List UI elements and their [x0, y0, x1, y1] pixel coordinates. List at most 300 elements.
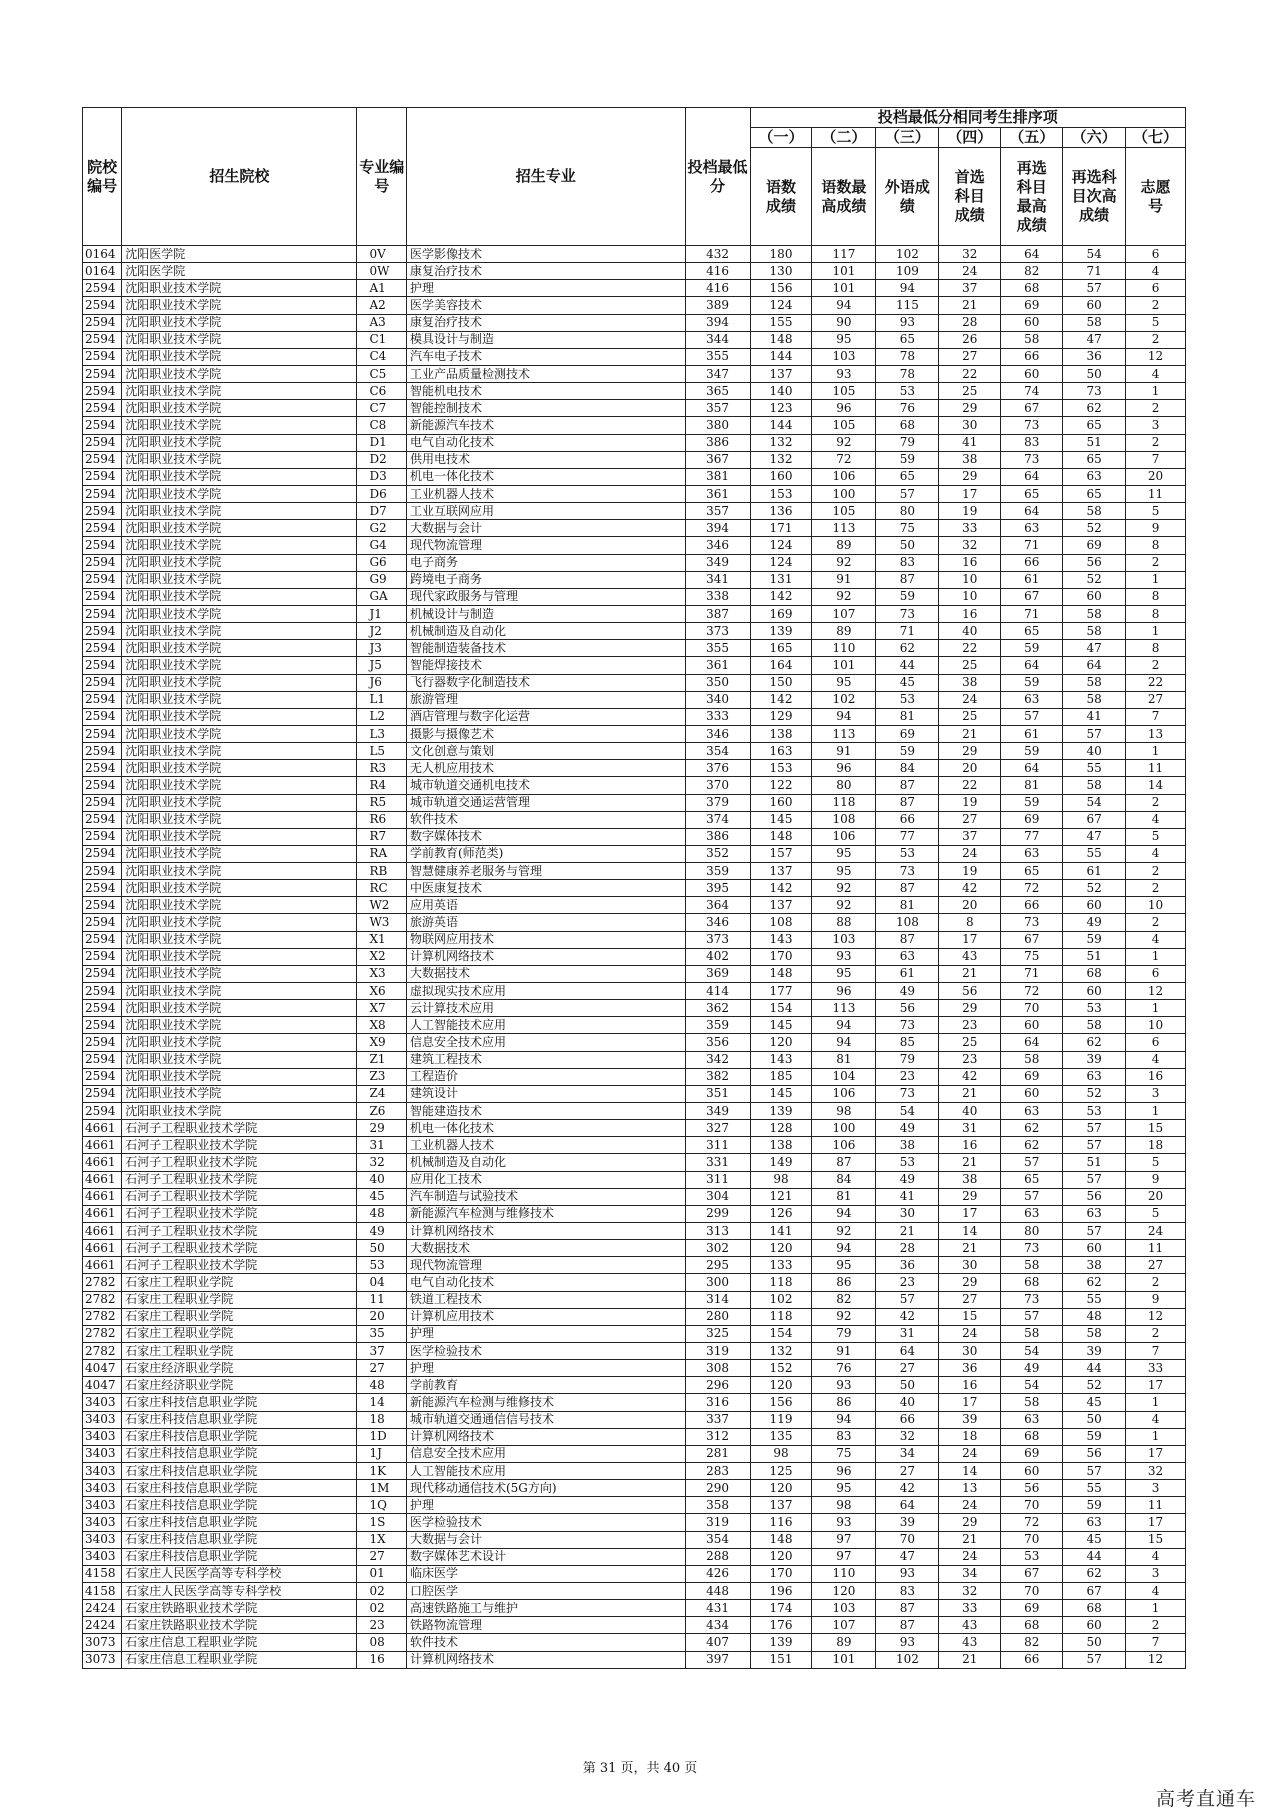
cell-score-first-subject: 10	[939, 571, 1001, 588]
cell-score-second-subject-max: 64	[1001, 468, 1063, 485]
cell-preference-number: 27	[1126, 691, 1186, 708]
cell-major-code: 14	[357, 1394, 407, 1411]
cell-score-chinese-math-max: 84	[812, 1171, 876, 1188]
cell-score-second-subject-next: 58	[1063, 623, 1126, 640]
cell-major-code: J2	[357, 623, 407, 640]
cell-score-second-subject-next: 58	[1063, 691, 1126, 708]
cell-min-score: 387	[685, 605, 750, 622]
cell-min-score: 350	[685, 674, 750, 691]
cell-score-second-subject-next: 53	[1063, 1103, 1126, 1120]
watermark-brand: 高考直通车	[1155, 1788, 1256, 1810]
cell-preference-number: 5	[1126, 828, 1186, 845]
cell-score-second-subject-max: 71	[1001, 965, 1063, 982]
cell-min-score: 327	[685, 1120, 750, 1137]
cell-major-code: X7	[357, 1000, 407, 1017]
cell-score-chinese-math: 140	[750, 383, 812, 400]
cell-school-code: 2594	[83, 914, 122, 931]
cell-min-score: 386	[685, 434, 750, 451]
cell-preference-number: 32	[1126, 1462, 1186, 1479]
table-row	[83, 1480, 1186, 1497]
cell-score-first-subject: 16	[939, 554, 1001, 571]
cell-score-chinese-math-max: 95	[812, 674, 876, 691]
cell-score-second-subject-next: 44	[1063, 1360, 1126, 1377]
cell-score-first-subject: 19	[939, 503, 1001, 520]
cell-school-code: 3403	[83, 1428, 122, 1445]
cell-school-name: 沈阳职业技术学院	[122, 280, 357, 297]
cell-score-chinese-math-max: 106	[812, 468, 876, 485]
cell-score-foreign-language: 27	[876, 1360, 939, 1377]
table-row	[83, 537, 1186, 554]
cell-major-name: 计算机网络技术	[406, 1223, 685, 1240]
cell-score-foreign-language: 93	[876, 314, 939, 331]
cell-major-name: 计算机应用技术	[406, 1308, 685, 1325]
cell-major-name: 智能控制技术	[406, 400, 685, 417]
cell-school-code: 2594	[83, 297, 122, 314]
cell-preference-number: 1	[1126, 623, 1186, 640]
cell-major-name: 城市轨道交通通信信号技术	[406, 1411, 685, 1428]
header-sub-label: 再选科目次高成绩	[1063, 148, 1126, 246]
cell-major-code: R7	[357, 828, 407, 845]
cell-min-score: 333	[685, 708, 750, 725]
table-row	[83, 605, 1186, 622]
cell-score-first-subject: 38	[939, 1171, 1001, 1188]
cell-score-foreign-language: 93	[876, 1565, 939, 1582]
cell-preference-number: 11	[1126, 485, 1186, 502]
header-sub-number: （七）	[1126, 128, 1186, 148]
cell-score-first-subject: 42	[939, 1068, 1001, 1085]
cell-major-code: J1	[357, 605, 407, 622]
cell-major-code: 40	[357, 1171, 407, 1188]
cell-major-name: 护理	[406, 1325, 685, 1342]
table-row	[83, 1103, 1186, 1120]
table-row	[83, 1360, 1186, 1377]
cell-score-chinese-math: 142	[750, 691, 812, 708]
cell-preference-number: 3	[1126, 417, 1186, 434]
cell-school-code: 3403	[83, 1531, 122, 1548]
cell-major-code: 11	[357, 1291, 407, 1308]
cell-min-score: 308	[685, 1360, 750, 1377]
cell-score-foreign-language: 39	[876, 1514, 939, 1531]
cell-score-second-subject-max: 59	[1001, 743, 1063, 760]
table-row	[83, 914, 1186, 931]
cell-score-second-subject-next: 58	[1063, 605, 1126, 622]
cell-min-score: 356	[685, 1034, 750, 1051]
cell-school-code: 2594	[83, 948, 122, 965]
cell-school-code: 2594	[83, 1103, 122, 1120]
cell-school-code: 2594	[83, 623, 122, 640]
table-row	[83, 451, 1186, 468]
cell-major-code: G6	[357, 554, 407, 571]
cell-score-chinese-math-max: 89	[812, 623, 876, 640]
cell-min-score: 281	[685, 1445, 750, 1462]
header-sub-number: （二）	[812, 128, 876, 148]
table-row	[83, 948, 1186, 965]
cell-school-name: 沈阳职业技术学院	[122, 1068, 357, 1085]
cell-score-foreign-language: 87	[876, 1600, 939, 1617]
table-row	[83, 931, 1186, 948]
cell-preference-number: 4	[1126, 931, 1186, 948]
cell-school-name: 沈阳职业技术学院	[122, 983, 357, 1000]
cell-school-code: 2594	[83, 965, 122, 982]
cell-school-name: 沈阳职业技术学院	[122, 520, 357, 537]
cell-preference-number: 12	[1126, 1308, 1186, 1325]
table-row	[83, 1017, 1186, 1034]
cell-min-score: 280	[685, 1308, 750, 1325]
cell-score-chinese-math: 155	[750, 314, 812, 331]
cell-score-second-subject-max: 60	[1001, 1017, 1063, 1034]
cell-school-code: 2782	[83, 1325, 122, 1342]
cell-min-score: 416	[685, 263, 750, 280]
cell-score-chinese-math: 171	[750, 520, 812, 537]
cell-major-code: 0W	[357, 263, 407, 280]
cell-major-code: G9	[357, 571, 407, 588]
cell-min-score: 346	[685, 914, 750, 931]
cell-score-second-subject-next: 63	[1063, 468, 1126, 485]
cell-score-second-subject-next: 39	[1063, 1051, 1126, 1068]
cell-min-score: 351	[685, 1085, 750, 1102]
cell-score-second-subject-max: 54	[1001, 1343, 1063, 1360]
cell-score-second-subject-max: 73	[1001, 451, 1063, 468]
cell-min-score: 311	[685, 1171, 750, 1188]
cell-school-name: 沈阳职业技术学院	[122, 674, 357, 691]
cell-score-chinese-math-max: 94	[812, 1240, 876, 1257]
cell-score-second-subject-max: 65	[1001, 485, 1063, 502]
cell-school-name: 沈阳职业技术学院	[122, 400, 357, 417]
cell-score-second-subject-next: 50	[1063, 365, 1126, 382]
cell-score-first-subject: 16	[939, 605, 1001, 622]
cell-major-name: 铁路物流管理	[406, 1617, 685, 1634]
cell-score-chinese-math-max: 88	[812, 914, 876, 931]
cell-major-name: 口腔医学	[406, 1582, 685, 1599]
table-row	[83, 760, 1186, 777]
cell-major-name: 现代物流管理	[406, 1257, 685, 1274]
table-row	[83, 1548, 1186, 1565]
cell-score-chinese-math-max: 95	[812, 331, 876, 348]
cell-preference-number: 3	[1126, 1085, 1186, 1102]
cell-score-chinese-math: 160	[750, 468, 812, 485]
cell-score-chinese-math: 165	[750, 640, 812, 657]
cell-score-second-subject-max: 69	[1001, 1600, 1063, 1617]
cell-preference-number: 18	[1126, 1137, 1186, 1154]
cell-score-chinese-math: 174	[750, 1600, 812, 1617]
cell-school-name: 沈阳职业技术学院	[122, 914, 357, 931]
cell-school-code: 2594	[83, 588, 122, 605]
cell-major-code: 1Q	[357, 1497, 407, 1514]
table-row	[83, 1600, 1186, 1617]
cell-major-code: W2	[357, 897, 407, 914]
cell-score-first-subject: 27	[939, 1291, 1001, 1308]
cell-school-name: 沈阳职业技术学院	[122, 708, 357, 725]
cell-score-first-subject: 16	[939, 1377, 1001, 1394]
table-row	[83, 657, 1186, 674]
cell-score-first-subject: 29	[939, 1000, 1001, 1017]
cell-score-chinese-math-max: 89	[812, 537, 876, 554]
cell-min-score: 379	[685, 794, 750, 811]
cell-score-chinese-math: 143	[750, 931, 812, 948]
cell-score-second-subject-max: 58	[1001, 1394, 1063, 1411]
cell-min-score: 338	[685, 588, 750, 605]
cell-major-name: 机电一体化技术	[406, 1120, 685, 1137]
cell-score-second-subject-max: 67	[1001, 400, 1063, 417]
cell-score-second-subject-max: 58	[1001, 1051, 1063, 1068]
cell-school-name: 沈阳职业技术学院	[122, 1103, 357, 1120]
cell-major-code: J3	[357, 640, 407, 657]
cell-score-chinese-math: 123	[750, 400, 812, 417]
cell-school-name: 石河子工程职业技术学院	[122, 1257, 357, 1274]
cell-score-second-subject-next: 65	[1063, 451, 1126, 468]
cell-score-chinese-math: 148	[750, 828, 812, 845]
cell-score-second-subject-max: 68	[1001, 1617, 1063, 1634]
cell-score-first-subject: 30	[939, 1343, 1001, 1360]
cell-school-name: 沈阳医学院	[122, 246, 357, 263]
cell-major-name: 人工智能技术应用	[406, 1017, 685, 1034]
cell-preference-number: 13	[1126, 725, 1186, 742]
cell-score-foreign-language: 50	[876, 1377, 939, 1394]
cell-score-first-subject: 22	[939, 777, 1001, 794]
table-row	[83, 1428, 1186, 1445]
cell-school-name: 沈阳职业技术学院	[122, 417, 357, 434]
cell-score-chinese-math-max: 107	[812, 605, 876, 622]
cell-score-chinese-math: 108	[750, 914, 812, 931]
cell-score-second-subject-max: 64	[1001, 760, 1063, 777]
cell-preference-number: 20	[1126, 468, 1186, 485]
header-ranking-group: 投档最低分相同考生排序项	[750, 108, 1185, 128]
cell-school-name: 石家庄科技信息职业学院	[122, 1428, 357, 1445]
cell-major-code: X8	[357, 1017, 407, 1034]
cell-score-chinese-math-max: 93	[812, 1377, 876, 1394]
cell-score-second-subject-max: 72	[1001, 1514, 1063, 1531]
cell-school-code: 4661	[83, 1240, 122, 1257]
cell-score-first-subject: 26	[939, 331, 1001, 348]
cell-preference-number: 17	[1126, 1445, 1186, 1462]
cell-score-chinese-math-max: 82	[812, 1291, 876, 1308]
cell-score-first-subject: 37	[939, 280, 1001, 297]
cell-major-name: 云计算技术应用	[406, 1000, 685, 1017]
cell-major-code: A2	[357, 297, 407, 314]
cell-score-chinese-math: 102	[750, 1291, 812, 1308]
cell-score-second-subject-next: 58	[1063, 674, 1126, 691]
table-row	[83, 1034, 1186, 1051]
cell-score-first-subject: 14	[939, 1462, 1001, 1479]
cell-score-second-subject-next: 52	[1063, 520, 1126, 537]
cell-score-foreign-language: 23	[876, 1274, 939, 1291]
cell-school-name: 石家庄科技信息职业学院	[122, 1445, 357, 1462]
table-row	[83, 1634, 1186, 1651]
cell-score-chinese-math-max: 103	[812, 1600, 876, 1617]
table-row	[83, 1617, 1186, 1634]
cell-score-first-subject: 24	[939, 1497, 1001, 1514]
cell-major-name: 现代家政服务与管理	[406, 588, 685, 605]
cell-school-code: 2594	[83, 280, 122, 297]
cell-score-chinese-math-max: 106	[812, 1137, 876, 1154]
cell-major-code: X3	[357, 965, 407, 982]
cell-score-chinese-math-max: 101	[812, 657, 876, 674]
cell-min-score: 389	[685, 297, 750, 314]
cell-min-score: 352	[685, 845, 750, 862]
cell-preference-number: 27	[1126, 1257, 1186, 1274]
cell-preference-number: 33	[1126, 1360, 1186, 1377]
cell-score-chinese-math: 152	[750, 1360, 812, 1377]
cell-score-first-subject: 16	[939, 1137, 1001, 1154]
cell-preference-number: 11	[1126, 1497, 1186, 1514]
cell-score-chinese-math-max: 105	[812, 503, 876, 520]
cell-score-chinese-math: 129	[750, 708, 812, 725]
cell-major-name: 机械设计与制造	[406, 605, 685, 622]
cell-score-first-subject: 24	[939, 1325, 1001, 1342]
cell-score-second-subject-next: 62	[1063, 1034, 1126, 1051]
cell-score-second-subject-max: 70	[1001, 1582, 1063, 1599]
cell-score-second-subject-next: 57	[1063, 1137, 1126, 1154]
cell-school-code: 2594	[83, 383, 122, 400]
cell-score-second-subject-max: 72	[1001, 880, 1063, 897]
cell-school-name: 沈阳职业技术学院	[122, 777, 357, 794]
table-row	[83, 554, 1186, 571]
cell-school-code: 2594	[83, 400, 122, 417]
cell-school-code: 2594	[83, 1085, 122, 1102]
cell-score-chinese-math: 142	[750, 880, 812, 897]
cell-preference-number: 2	[1126, 863, 1186, 880]
cell-school-code: 3403	[83, 1548, 122, 1565]
cell-score-chinese-math: 120	[750, 1034, 812, 1051]
cell-score-first-subject: 56	[939, 983, 1001, 1000]
cell-score-first-subject: 13	[939, 1480, 1001, 1497]
cell-min-score: 314	[685, 1291, 750, 1308]
cell-score-foreign-language: 34	[876, 1445, 939, 1462]
cell-score-first-subject: 32	[939, 1582, 1001, 1599]
cell-school-name: 沈阳职业技术学院	[122, 880, 357, 897]
cell-major-name: 文化创意与策划	[406, 743, 685, 760]
cell-major-code: Z3	[357, 1068, 407, 1085]
cell-preference-number: 14	[1126, 777, 1186, 794]
cell-major-name: 新能源汽车检测与维修技术	[406, 1205, 685, 1222]
cell-score-second-subject-max: 59	[1001, 794, 1063, 811]
cell-score-chinese-math: 156	[750, 1394, 812, 1411]
cell-score-chinese-math: 133	[750, 1257, 812, 1274]
cell-preference-number: 9	[1126, 1171, 1186, 1188]
cell-major-code: X1	[357, 931, 407, 948]
cell-preference-number: 8	[1126, 537, 1186, 554]
cell-major-name: 康复治疗技术	[406, 263, 685, 280]
cell-major-code: C4	[357, 348, 407, 365]
cell-preference-number: 4	[1126, 1411, 1186, 1428]
cell-min-score: 373	[685, 931, 750, 948]
cell-school-name: 沈阳职业技术学院	[122, 571, 357, 588]
cell-score-second-subject-next: 51	[1063, 434, 1126, 451]
cell-preference-number: 6	[1126, 965, 1186, 982]
cell-score-second-subject-max: 58	[1001, 1257, 1063, 1274]
cell-score-first-subject: 18	[939, 1428, 1001, 1445]
cell-school-name: 石家庄人民医学高等专科学校	[122, 1582, 357, 1599]
cell-score-chinese-math-max: 92	[812, 434, 876, 451]
table-row	[83, 314, 1186, 331]
cell-preference-number: 2	[1126, 1274, 1186, 1291]
cell-score-chinese-math: 124	[750, 554, 812, 571]
cell-score-second-subject-next: 54	[1063, 246, 1126, 263]
cell-score-chinese-math: 141	[750, 1223, 812, 1240]
cell-score-second-subject-max: 66	[1001, 897, 1063, 914]
cell-score-first-subject: 17	[939, 931, 1001, 948]
cell-score-second-subject-max: 77	[1001, 828, 1063, 845]
table-row	[83, 828, 1186, 845]
cell-school-name: 石家庄铁路职业技术学院	[122, 1600, 357, 1617]
cell-school-name: 石家庄经济职业学院	[122, 1360, 357, 1377]
cell-min-score: 362	[685, 1000, 750, 1017]
header-school-code: 院校编号	[83, 108, 122, 246]
cell-score-first-subject: 25	[939, 1034, 1001, 1051]
cell-score-first-subject: 34	[939, 1565, 1001, 1582]
cell-score-first-subject: 24	[939, 1445, 1001, 1462]
cell-score-second-subject-max: 64	[1001, 503, 1063, 520]
cell-score-chinese-math: 144	[750, 348, 812, 365]
cell-school-code: 2594	[83, 880, 122, 897]
cell-school-name: 石河子工程职业技术学院	[122, 1240, 357, 1257]
cell-major-name: 跨境电子商务	[406, 571, 685, 588]
cell-min-score: 311	[685, 1137, 750, 1154]
cell-min-score: 302	[685, 1240, 750, 1257]
cell-school-name: 沈阳职业技术学院	[122, 623, 357, 640]
cell-school-code: 2594	[83, 931, 122, 948]
cell-score-first-subject: 20	[939, 760, 1001, 777]
cell-major-name: 临床医学	[406, 1565, 685, 1582]
cell-major-code: 29	[357, 1120, 407, 1137]
cell-school-name: 石家庄科技信息职业学院	[122, 1497, 357, 1514]
cell-score-second-subject-next: 58	[1063, 503, 1126, 520]
cell-major-name: 护理	[406, 1360, 685, 1377]
cell-score-second-subject-max: 70	[1001, 1497, 1063, 1514]
cell-preference-number: 1	[1126, 571, 1186, 588]
cell-score-chinese-math-max: 91	[812, 1343, 876, 1360]
cell-score-second-subject-next: 57	[1063, 1651, 1126, 1668]
table-row	[83, 1394, 1186, 1411]
cell-major-name: 工业产品质量检测技术	[406, 365, 685, 382]
cell-school-name: 石家庄科技信息职业学院	[122, 1462, 357, 1479]
cell-score-second-subject-max: 67	[1001, 931, 1063, 948]
cell-preference-number: 4	[1126, 1051, 1186, 1068]
table-row	[83, 588, 1186, 605]
cell-score-second-subject-next: 58	[1063, 1017, 1126, 1034]
cell-score-second-subject-max: 73	[1001, 417, 1063, 434]
cell-score-chinese-math-max: 113	[812, 1000, 876, 1017]
cell-score-first-subject: 14	[939, 1223, 1001, 1240]
header-sub-number: （四）	[939, 128, 1001, 148]
cell-score-chinese-math-max: 81	[812, 1188, 876, 1205]
cell-score-chinese-math-max: 103	[812, 348, 876, 365]
cell-preference-number: 8	[1126, 640, 1186, 657]
cell-school-code: 3073	[83, 1634, 122, 1651]
cell-major-name: 大数据与会计	[406, 520, 685, 537]
cell-major-name: 物联网应用技术	[406, 931, 685, 948]
cell-score-chinese-math-max: 92	[812, 588, 876, 605]
table-row	[83, 640, 1186, 657]
table-row	[83, 880, 1186, 897]
cell-major-code: D7	[357, 503, 407, 520]
cell-preference-number: 1	[1126, 1394, 1186, 1411]
cell-score-second-subject-next: 68	[1063, 965, 1126, 982]
cell-min-score: 361	[685, 485, 750, 502]
cell-score-chinese-math: 137	[750, 863, 812, 880]
cell-major-code: 1M	[357, 1480, 407, 1497]
cell-preference-number: 2	[1126, 554, 1186, 571]
cell-score-first-subject: 37	[939, 828, 1001, 845]
cell-score-second-subject-next: 56	[1063, 1445, 1126, 1462]
cell-major-name: 工业机器人技术	[406, 1137, 685, 1154]
cell-major-name: 汽车制造与试验技术	[406, 1188, 685, 1205]
cell-score-first-subject: 21	[939, 725, 1001, 742]
cell-major-name: 计算机网络技术	[406, 1651, 685, 1668]
cell-preference-number: 2	[1126, 400, 1186, 417]
cell-school-code: 2594	[83, 691, 122, 708]
cell-score-chinese-math: 139	[750, 1634, 812, 1651]
